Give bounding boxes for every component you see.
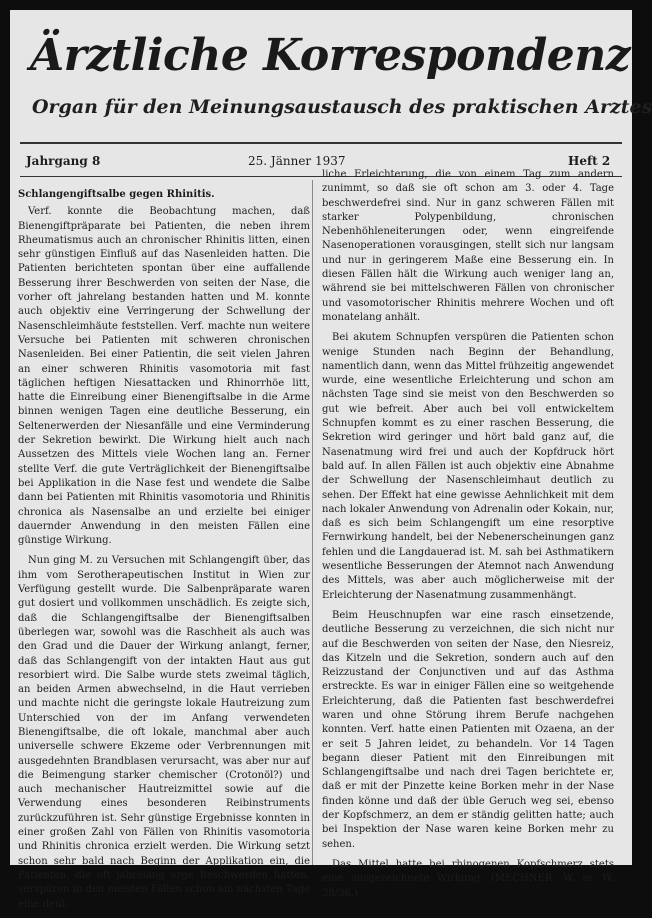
article-paragraph: Beim Heuschnupfen war eine rasch einsetzende, deutliche Besserung zu verzeichnen, die sich nicht nur auf die Beschwerden von seiten der Nase, den Niesreiz, das Kitzeln und die Sekretion, sondern auch auf den Reizzustand der Conjunctiven und auf das Asthma erstreckte. Es war in einiger Fällen eine so weitgehende Erleichterung, daß die Patienten fast beschwerdefrei waren und ohne Störung ihrem Berufe nachgehen konnten. Verf. hatte einen Patienten mit Ozaena, an der er seit 5 Jahren leidet, zu behandeln. Vor 14 Tagen begann dieser Patient mit den Einreibungen mit Schlangengiftsalbe und nach drei Tagen berichtete er, daß er mit der Pinzette keine Borken mehr in der Nase finden könne und daß der üble Geruch weg sei, ebenso der Kopfschmerz, an dem er ständig gelitten hatte; auch bei Inspektion der Nase waren keine Borken mehr zu sehen. [322,609,614,850]
article-column-left [18,188,310,918]
newspaper-page [10,10,652,910]
article-paragraph: Bei akutem Schnupfen verspüren die Patienten schon wenige Stunden nach Beginn der Behandlung, namentlich dann, wenn das Mittel frühzeitig angewendet wurde, eine wesentliche Erleichterung und schon am nächsten Tage sind sie meist von den Beschwerden so gut wie befreit. Aber auch bei voll entwickeltem Schnupfen kommt es zu einer raschen Besserung, die Sekretion wird geringer und hört bald ganz auf, die Nasenatmung wird frei und auch der Kopfdruck hört bald auf. In allen Fällen ist auch objektiv eine Abnahme der Schwellung der Nasenschleimhaut deutlich zu sehen. Der Effekt hat eine gewisse Aehnlichkeit mit dem nach lokaler Anwendung von Adrenalin oder Kokain, nur, daß es sich beim Schlangengift um eine resorptive Fernwirkung handelt, bei der Nebenerscheinungen ganz fehlen und die Langdauerad ist. M. sah bei Asthmatikern wesentliche Besserungen der Atemnot nach Anwendung des Mittels, was aber auch möglicherweise mit der Erleichterung der Nasenatmung zusammenhängt. [322,332,614,601]
column-divider [312,180,313,865]
masthead [10,10,652,138]
article-paragraph: Verf. konnte die Beobachtung machen, daß Bienengiftpräparate bei Patienten, die neben ihrem Rheumatismus auch an chronischer Rhinitis litten, einen sehr günstigen Einfluß auf das Nasenleiden hatten. Die Patienten berichteten spontan über eine auffallende Besserung ihrer Beschwerden von seiten der Nase, die vorher oft jahrelang bestanden hatten und M. konnte auch objektiv eine Verringerung der Schwellung der Nasenschleimhäute feststellen. Verf. machte nun weitere Versuche bei Patienten mit schweren chronischen Nasenleiden. Bei einer Patientin, die seit vielen Jahren an einer schweren Rhinitis vasomotoria mit fast täglichen heftigen Niesattacken und Rhinorrhöe litt, hatte die Einreibung einer Bienengiftsalbe in die Arme binnen wenigen Tagen eine deutliche Besserung, ein Seltenerwerden der Niesanfälle und eine Verminderung der Sekretion bewirkt. Die Wirkung hielt auch nach Aussetzen des Mittels viele Wochen lang an. Ferner stellte Verf. die gute Verträglichkeit der Bienengiftsalbe bei Applikation in die Nase fest und wendete die Salbe dann bei Patienten mit Rhinitis vasomotoria und Rhinitis chronica als Nasensalbe an und erzielte bei einiger dauernder Anwendung in den meisten Fällen eine günstige Wirkung. [18,206,310,547]
article-paragraph: Nun ging M. zu Versuchen mit Schlangengift über, das ihm vom Serotherapeutischen Institut in Wien zur Verfügung gestellt wurde. Die Salbenpräparate waren gut dosiert und vollkommen unschädlich. Es zeigte sich, daß die Schlangengiftsalbe der Bienengiftsalben überlegen war, sowohl was die Raschheit als auch was den Grad und die Dauer der Wirkung anlangt, ferner, daß das Schlangengift von der intakten Haut aus gut resorbiert wird. Die Salbe wurde stets zweimal täglich, an beiden Armen abwechselnd, in die Haut verrieben und machte nicht die geringste lokale Hautreizung zum Unterschied von der im Anfang verwendeten Bienengiftsalbe, die oft lokale, manchmal aber auch universelle schwere Ekzeme oder Verbrennungen mit ausgedehnten Brandblasen verursacht, was aber nur auf die Beimengung starker chemischer (Crotonöl?) und auch mechanischer Hautreizmittel sowie auf die Verwendung eines besonderen Reibinstruments zurückzuführen ist. Sehr günstige Ergebnisse konnten in einer großen Zahl von Fällen von Rhinitis vasomotoria und Rhinitis chronica erzielt werden. Die Wirkung setzt schon sehr bald nach Beginn der Applikation ein, die Patienten, die oft jahrelang arge Beschwerden hatten, verspüren in den meisten Fällen schon am nächsten Tage eine deut- [18,555,310,910]
issue-date: 25. Jänner 1937 [248,154,346,168]
article-paragraph: liche Erleichterung, die von einem Tag zum andern zunimmt, so daß sie oft schon am 3. oder 4. Tage beschwerdefrei sind. Nur in ganz schweren Fällen mit starker Polypenbildung, chronischen Nebenhöhleneiterungen oder, wenn eingreifende Nasenoperationen vorausgingen, stellt sich nur langsam und nur in geringerem Maße eine Besserung ein. In diesen Fällen hält die Wirkung auch weniger lang an, während sie bei mittelschweren Fällen von chronischer und vasomotorischer Rhinitis mehrere Wochen und oft monatelang anhält. [322,169,614,323]
masthead-rule [20,142,622,144]
article-column-right [322,168,614,907]
publication-subtitle: Organ für den Meinungsaustausch des praktischen Arztes [32,96,652,118]
issue-number: Heft 2 [568,154,611,168]
volume-label: Jahrgang 8 [26,154,101,168]
article-heading: Schlangengiftsalbe gegen Rhinitis. [18,189,215,200]
article-paragraph: Das Mittel hatte bei rhinogenen Kopfschmerz stets eine ausgezeichnete Wirkung. (MECHNER: W. m. W. 38/36.) [322,858,614,899]
publication-title: Ärztliche Korrespondenz [30,30,631,81]
